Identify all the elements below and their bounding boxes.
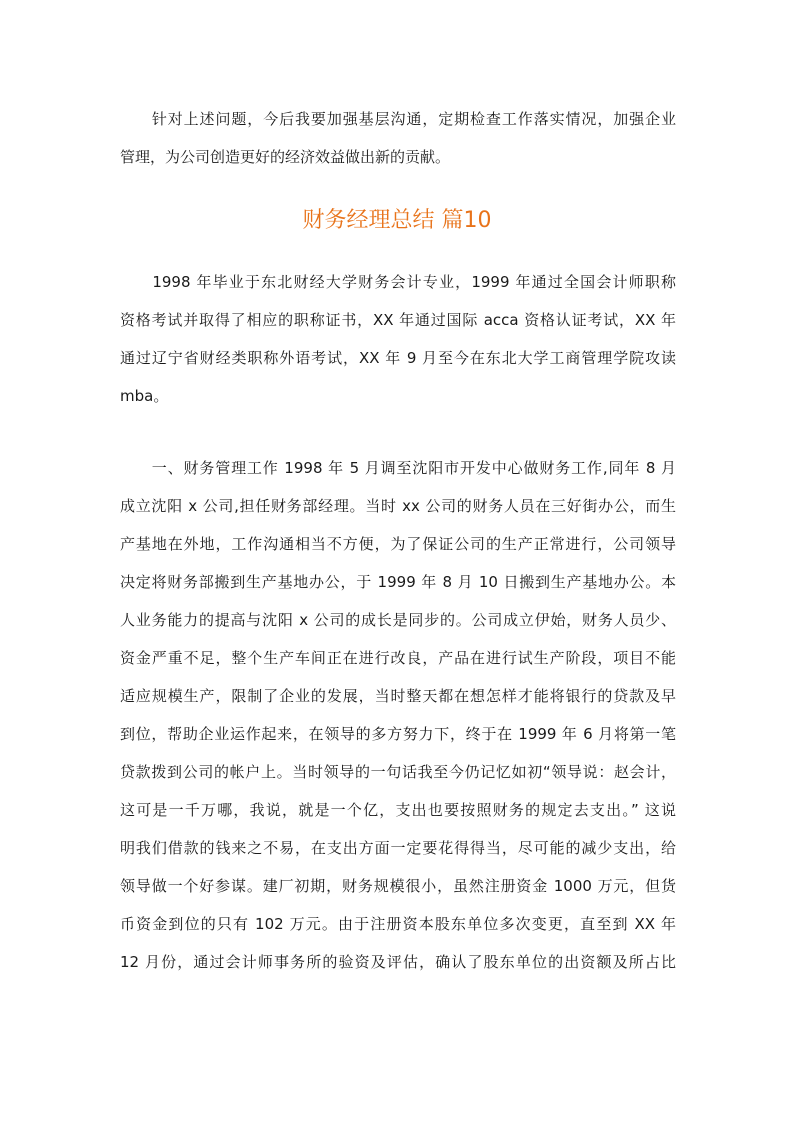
text-line: mba。 (120, 387, 169, 405)
text-line: 适应规模生产，限制了企业的发展，当时整天都在想怎样才能将银行的贷款及早 (120, 687, 676, 705)
text-line: 资格考试并取得了相应的职称证书，XX 年通过国际 acca 资格认证考试，XX 年 (120, 311, 676, 329)
text-line: 产基地在外地，工作沟通相当不方便，为了保证公司的生产正常进行，公司领导 (120, 535, 676, 553)
text-line: 领导做一个好参谋。建厂初期，财务规模很小，虽然注册资金 1000 万元，但货 (120, 877, 676, 895)
text-line: 币资金到位的只有 102 万元。由于注册资本股东单位多次变更，直至到 XX 年 (120, 915, 676, 933)
text-line: 明我们借款的钱来之不易，在支出方面一定要花得得当，尽可能的减少支出，给 (120, 839, 676, 857)
paragraph-financial-management (120, 449, 676, 981)
text-line: 贷款拨到公司的帐户上。当时领导的一句话我至今仍记忆如初“领导说：赵会计， (120, 763, 676, 781)
text-line: 资金严重不足，整个生产车间正在进行改良，产品在进行试生产阶段，项目不能 (120, 649, 676, 667)
text-line: 人业务能力的提高与沈阳 x 公司的成长是同步的。公司成立伊始，财务人员少、 (120, 611, 676, 629)
section-title: 财务经理总结 篇10 (302, 208, 492, 233)
text-line: 这可是一千万哪，我说，就是一个亿，支出也要按照财务的规定去支出。” 这说 (120, 801, 676, 819)
text-line: 12 月份，通过会计师事务所的验资及评估，确认了股东单位的出资额及所占比 (120, 953, 676, 971)
text-line: 决定将财务部搬到生产基地办公，于 1999 年 8 月 10 日搬到生产基地办公。本 (120, 573, 676, 591)
text-line: 成立沈阳 x 公司,担任财务部经理。当时 xx 公司的财务人员在三好街办公，而生 (120, 497, 676, 515)
text-line: 一、财务管理工作 1998 年 5 月调至沈阳市开发中心做财务工作,同年 8 月 (120, 459, 676, 477)
text-line: 通过辽宁省财经类职称外语考试，XX 年 9 月至今在东北大学工商管理学院攻读 (120, 349, 676, 367)
text-line: 针对上述问题，今后我要加强基层沟通，定期检查工作落实情况，加强企业 (120, 110, 676, 128)
text-line: 到位，帮助企业运作起来，在领导的多方努力下，终于在 1999 年 6 月将第一笔 (120, 725, 676, 743)
text-line: 1998 年毕业于东北财经大学财务会计专业，1999 年通过全国会计师职称 (120, 273, 676, 291)
paragraph-background (120, 263, 676, 415)
text-line: 管理，为公司创造更好的经济效益做出新的贡献。 (120, 148, 451, 166)
paragraph-closing (120, 100, 676, 176)
